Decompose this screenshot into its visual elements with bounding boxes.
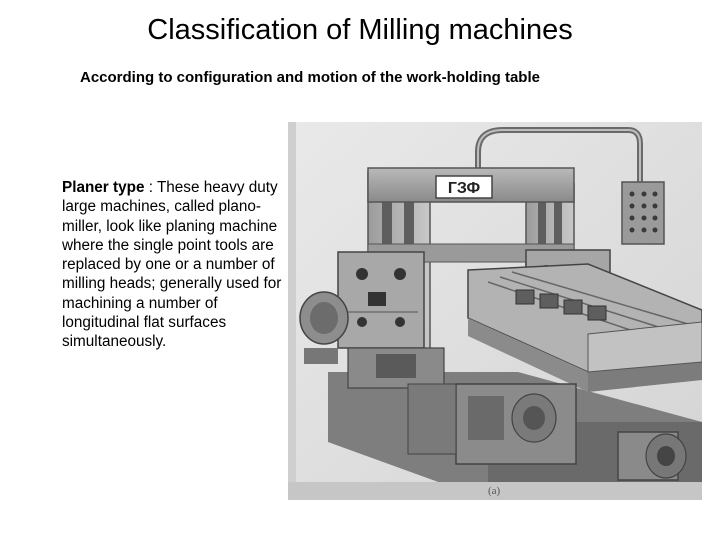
figure-caption-mark: (a) <box>488 485 501 497</box>
description-text: : These heavy duty large machines, called plano-miller, look like planing machine where the single point tools are replaced by one or a number of milling heads; generally used for machining a number of longitudinal flat surfaces simultaneously. <box>62 179 282 351</box>
machine-badge: ГЗФ <box>447 180 481 197</box>
description-paragraph <box>62 178 290 352</box>
term-planer-type: Planer type <box>62 179 145 196</box>
slide-subtitle: According to configuration and motion of the work-holding table <box>80 69 540 86</box>
slide-title: Classification of Milling machines <box>147 14 573 46</box>
plano-milling-machine-photo <box>288 122 702 500</box>
